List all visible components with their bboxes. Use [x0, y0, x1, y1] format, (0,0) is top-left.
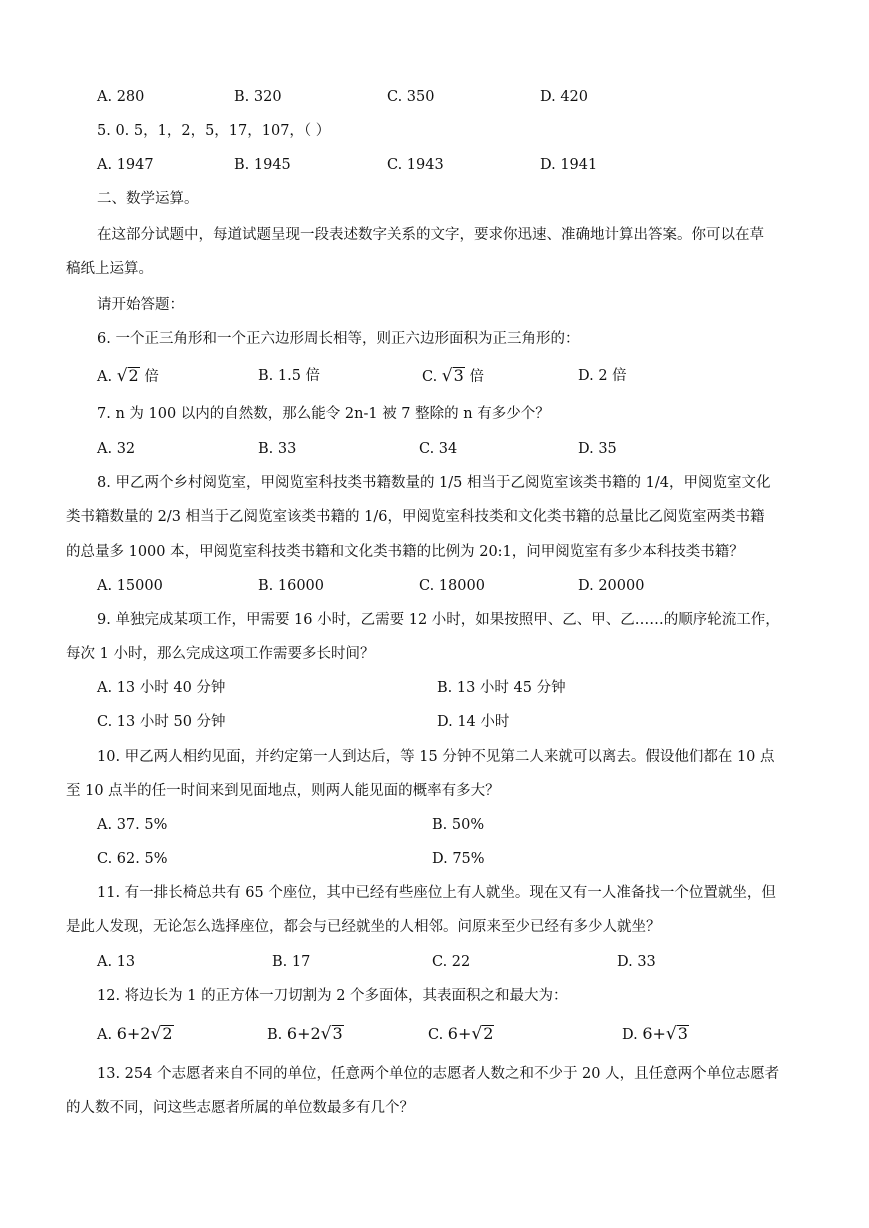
q9-option-d: D. 14 小时 — [437, 714, 510, 730]
q6-option-a-suffix: 倍 — [144, 369, 159, 385]
q12-d-op: + — [652, 1024, 666, 1043]
q12-d-label: D. — [622, 1027, 638, 1043]
q11-option-d: D. 33 — [617, 954, 656, 970]
q5-option-c: C. 1943 — [387, 157, 444, 173]
q6-option-a-label: A. — [97, 369, 113, 385]
q10-line1: 10. 甲乙两人相约见面，并约定第一人到达后，等 15 分钟不见第二人来就可以离去。假设他们都在 10 点 — [97, 749, 775, 765]
q12-a-op: + — [126, 1024, 141, 1043]
q5-option-d: D. 1941 — [540, 157, 598, 173]
sqrt-symbol: √2 — [471, 1024, 494, 1044]
section-start: 请开始答题： — [97, 297, 184, 313]
q11-line2: 是此人发现，无论怎么选择座位，都会与已经就坐的人相邻。问原来至少已经有多少人就坐？ — [66, 919, 661, 935]
q12-a-rad: 2 — [162, 1024, 173, 1043]
q9-option-c: C. 13 小时 50 分钟 — [97, 714, 226, 730]
q12-c-int: 6 — [447, 1024, 458, 1043]
q5-stem: 5. 0. 5，1，2，5，17，107，（ ） — [97, 123, 331, 139]
q12-d-int: 6 — [642, 1024, 653, 1043]
q12-c-op: + — [457, 1024, 472, 1043]
q12-c-label: C. — [428, 1027, 444, 1043]
q12-c-rad: 2 — [483, 1024, 494, 1043]
q6-stem: 6. 一个正三角形和一个正六边形周长相等，则正六边形面积为正三角形的： — [97, 331, 580, 347]
q7-option-b: B. 33 — [258, 441, 297, 457]
q4-option-a: A. 280 — [97, 89, 145, 105]
q11-line1: 11. 有一排长椅总共有 65 个座位，其中已经有些座位上有人就坐。现在又有一人准备找一个位置就坐，但 — [97, 885, 776, 901]
section-title: 二、数学运算。 — [97, 191, 199, 207]
q8-option-a: A. 15000 — [97, 578, 163, 594]
q12-option-b — [267, 1024, 344, 1045]
q13-line1: 13. 254 个志愿者来自不同的单位，任意两个单位的志愿者人数之和不少于 20 人，且任意两个单位志愿者 — [97, 1066, 780, 1082]
sqrt-symbol: √3 — [320, 1024, 343, 1044]
q6-option-c-suffix: 倍 — [469, 369, 484, 385]
q12-option-d — [622, 1024, 689, 1045]
q6-c-radicand: 3 — [453, 366, 464, 385]
sqrt-symbol: √2 — [150, 1024, 173, 1044]
q6-option-d: D. 2 倍 — [578, 368, 627, 384]
q5-option-b: B. 1945 — [234, 157, 291, 173]
section-intro-line1: 在这部分试题中，每道试题呈现一段表述数字关系的文字，要求你迅速、准确地计算出答案。你可以在草 — [97, 227, 764, 243]
q8-option-c: C. 18000 — [419, 578, 485, 594]
q10-option-c: C. 62. 5% — [97, 851, 168, 867]
q8-option-d: D. 20000 — [578, 578, 645, 594]
q8-option-b: B. 16000 — [258, 578, 325, 594]
q9-line2: 每次 1 小时，那么完成这项工作需要多长时间？ — [66, 646, 375, 662]
q10-line2: 至 10 点半的任一时间来到见面地点，则两人能见面的概率有多大？ — [66, 783, 500, 799]
q7-option-a: A. 32 — [97, 441, 136, 457]
q11-option-b: B. 17 — [272, 954, 311, 970]
q6-option-a — [97, 366, 159, 387]
q12-d-rad: 3 — [677, 1024, 688, 1043]
q13-line2: 的人数不同，问这些志愿者所属的单位数最多有几个？ — [66, 1100, 414, 1116]
q12-option-c — [428, 1024, 494, 1045]
sqrt-symbol: √2 — [116, 366, 139, 386]
q4-option-d: D. 420 — [540, 89, 589, 105]
q12-stem: 12. 将边长为 1 的正方体一刀切割为 2 个多面体，其表面积之和最大为： — [97, 988, 568, 1004]
q6-option-c-label: C. — [422, 369, 438, 385]
q10-option-b: B. 50% — [432, 817, 485, 833]
q8-line3: 的总量多 1000 本，甲阅览室科技类书籍和文化类书籍的比例为 20:1，问甲阅览室有多少本科技类书籍？ — [66, 544, 744, 560]
q12-b-rad: 3 — [332, 1024, 343, 1043]
q12-a-coef: 2 — [140, 1024, 151, 1043]
sqrt-symbol: √3 — [441, 366, 464, 386]
q6-a-radicand: 2 — [128, 366, 139, 385]
q6-option-c — [422, 366, 484, 387]
q6-option-b: B. 1.5 倍 — [258, 368, 321, 384]
q11-option-a: A. 13 — [97, 954, 136, 970]
q4-option-b: B. 320 — [234, 89, 282, 105]
section-intro-line2: 稿纸上运算。 — [66, 261, 153, 277]
q8-line2: 类书籍数量的 2/3 相当于乙阅览室该类书籍的 1/6，甲阅览室科技类和文化类书籍的总量比乙阅览室两类书籍 — [66, 509, 765, 525]
q9-option-b: B. 13 小时 45 分钟 — [437, 680, 566, 696]
q12-b-label: B. — [267, 1027, 283, 1043]
q9-line1: 9. 单独完成某项工作，甲需要 16 小时，乙需要 12 小时，如果按照甲、乙、甲、乙……的顺序轮流工作， — [97, 612, 780, 628]
q9-option-a: A. 13 小时 40 分钟 — [97, 680, 226, 696]
q5-option-a: A. 1947 — [97, 157, 154, 173]
q12-option-a — [97, 1024, 174, 1045]
q12-b-op: + — [297, 1024, 311, 1043]
q7-option-c: C. 34 — [419, 441, 458, 457]
q7-option-d: D. 35 — [578, 441, 617, 457]
q12-b-int: 6 — [286, 1024, 298, 1043]
q4-option-c: C. 350 — [387, 89, 435, 105]
q10-option-a: A. 37. 5% — [97, 817, 168, 833]
q12-a-int: 6 — [116, 1024, 127, 1043]
q11-option-c: C. 22 — [432, 954, 471, 970]
q7-stem: 7. n 为 100 以内的自然数，那么能令 2n-1 被 7 整除的 n 有多少个？ — [97, 406, 550, 422]
q12-a-label: A. — [97, 1027, 113, 1043]
sqrt-symbol: √3 — [665, 1024, 688, 1044]
q10-option-d: D. 75% — [432, 851, 485, 867]
q8-line1: 8. 甲乙两个乡村阅览室，甲阅览室科技类书籍数量的 1/5 相当于乙阅览室该类书籍的 1/4，甲阅览室文化 — [97, 475, 771, 491]
q12-b-coef: 2 — [310, 1024, 321, 1043]
